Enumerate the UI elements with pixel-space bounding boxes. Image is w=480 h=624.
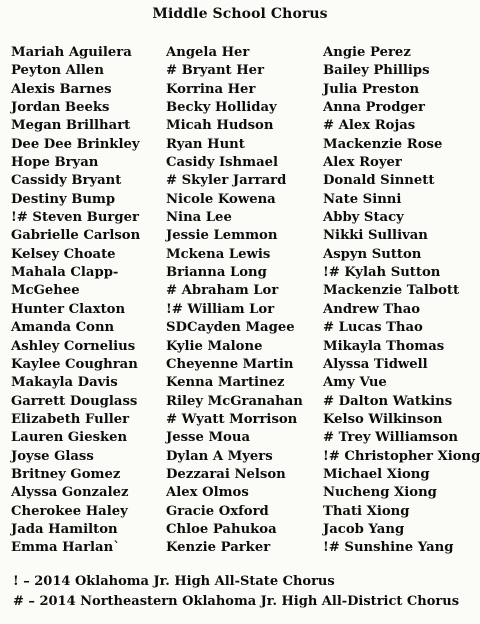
student-name: Nikki Sullivan <box>323 228 428 244</box>
student-name: !# Kylah Sutton <box>323 265 441 281</box>
student-name: Mikayla Thomas <box>323 338 445 354</box>
student-name: # Trey Williamson <box>323 430 459 446</box>
student-name: # Abraham Lor <box>166 283 279 299</box>
student-name: Megan Brillhart <box>11 118 131 134</box>
student-name: Kylie Malone <box>166 338 263 354</box>
legend-notes <box>13 572 459 612</box>
student-name: Kelsey Choate <box>11 246 116 262</box>
student-name: Mahala Clapp- <box>11 265 119 281</box>
student-name: Hunter Claxton <box>11 301 126 317</box>
student-name: Jada Hamilton <box>11 521 118 537</box>
student-name: Angie Perez <box>323 45 411 60</box>
student-name: Amanda Conn <box>11 320 115 336</box>
name-column-3 <box>323 44 480 558</box>
student-name: !# Steven Burger <box>11 210 139 226</box>
student-name: Brianna Long <box>166 265 267 281</box>
student-name: Kenzie Parker <box>166 540 271 556</box>
student-name: # Bryant Her <box>166 63 265 79</box>
student-name: Gracie Oxford <box>166 503 269 519</box>
student-name: Donald Sinnett <box>323 173 435 189</box>
student-name: Alexis Barnes <box>11 81 112 97</box>
student-name: Anna Prodger <box>323 100 425 116</box>
student-name: Alyssa Tidwell <box>323 356 428 372</box>
student-name: Andrew Thao <box>323 301 421 317</box>
student-name: Mackenzie Rose <box>323 136 443 152</box>
student-name: Cheyenne Martin <box>166 356 294 372</box>
student-name: # Lucas Thao <box>323 320 423 336</box>
student-name: Alex Royer <box>323 155 402 171</box>
student-name: Nate Sinni <box>323 191 402 207</box>
student-name: Micah Hudson <box>166 118 274 134</box>
student-name: Dylan A Myers <box>166 448 273 464</box>
page-title: Middle School Chorus <box>152 6 328 22</box>
student-name: Ryan Hunt <box>166 136 245 152</box>
student-name: Amy Vue <box>323 375 387 391</box>
student-name: Nucheng Xiong <box>323 485 437 501</box>
student-name: Emma Harlan` <box>11 540 120 556</box>
student-name: Alyssa Gonzalez <box>11 485 129 501</box>
student-name: Kenna Martinez <box>166 375 285 391</box>
student-name: # Alex Rojas <box>323 118 416 134</box>
student-name: Becky Holliday <box>166 100 277 116</box>
student-name: # Skyler Jarrard <box>166 173 287 189</box>
student-name: Makayla Davis <box>11 375 118 391</box>
name-column-2 <box>166 44 303 558</box>
student-name: !# Christopher Xiong <box>323 448 480 464</box>
student-name: Dezzarai Nelson <box>166 466 286 482</box>
student-name: Mariah Aguilera <box>11 45 132 60</box>
student-name: !# Sunshine Yang <box>323 540 454 556</box>
student-name: !# William Lor <box>166 301 275 317</box>
student-name: Jacob Yang <box>323 521 405 537</box>
student-name: Ashley Cornelius <box>11 338 136 354</box>
student-name: Cherokee Haley <box>11 503 128 519</box>
student-name: Dee Dee Brinkley <box>11 136 140 152</box>
student-name: Britney Gomez <box>11 466 121 482</box>
student-name: Peyton Allen <box>11 63 104 79</box>
student-name: Abby Stacy <box>323 210 404 226</box>
student-name: Nicole Kowena <box>166 191 276 207</box>
student-name: Nina Lee <box>166 210 232 226</box>
student-name: Casidy Ishmael <box>166 155 279 171</box>
student-name: Hope Bryan <box>11 155 99 171</box>
student-name: Michael Xiong <box>323 466 430 482</box>
student-name: # Dalton Watkins <box>323 393 453 409</box>
legend-note: ! – 2014 Oklahoma Jr. High All-State Chorus <box>13 574 335 589</box>
student-name: Mackenzie Talbott <box>323 283 460 299</box>
student-name: Riley McGranahan <box>166 393 303 409</box>
student-name: Joyse Glass <box>11 448 94 464</box>
student-name: Garrett Douglass <box>11 393 138 409</box>
student-name: Cassidy Bryant <box>11 173 122 189</box>
student-name: Aspyn Sutton <box>323 246 422 262</box>
legend-note: # – 2014 Northeastern Oklahoma Jr. High All-District Chorus <box>13 594 460 609</box>
student-name: Kaylee Coughran <box>11 356 138 372</box>
student-name: McGehee <box>11 283 80 299</box>
student-name: Chloe Pahukoa <box>166 521 277 537</box>
student-name: Elizabeth Fuller <box>11 411 130 427</box>
student-name: Mckena Lewis <box>166 246 271 262</box>
student-name: Jordan Beeks <box>11 100 110 116</box>
student-name: Kelso Wilkinson <box>323 411 443 427</box>
student-name: Alex Olmos <box>166 485 249 501</box>
student-name: Destiny Bump <box>11 191 116 207</box>
student-name: Jessie Lemmon <box>166 228 278 244</box>
student-name: SDCayden Magee <box>166 320 295 336</box>
student-name: Gabrielle Carlson <box>11 228 141 244</box>
student-name: Angela Her <box>166 45 250 60</box>
student-name: Bailey Phillips <box>323 63 430 79</box>
student-name: Korrina Her <box>166 81 256 97</box>
student-name: Lauren Giesken <box>11 430 128 446</box>
student-name: Jesse Moua <box>166 430 250 446</box>
student-name: Julia Preston <box>323 81 420 97</box>
student-name: Thati Xiong <box>323 503 410 519</box>
name-column-1 <box>11 44 140 558</box>
student-name: # Wyatt Morrison <box>166 411 298 427</box>
